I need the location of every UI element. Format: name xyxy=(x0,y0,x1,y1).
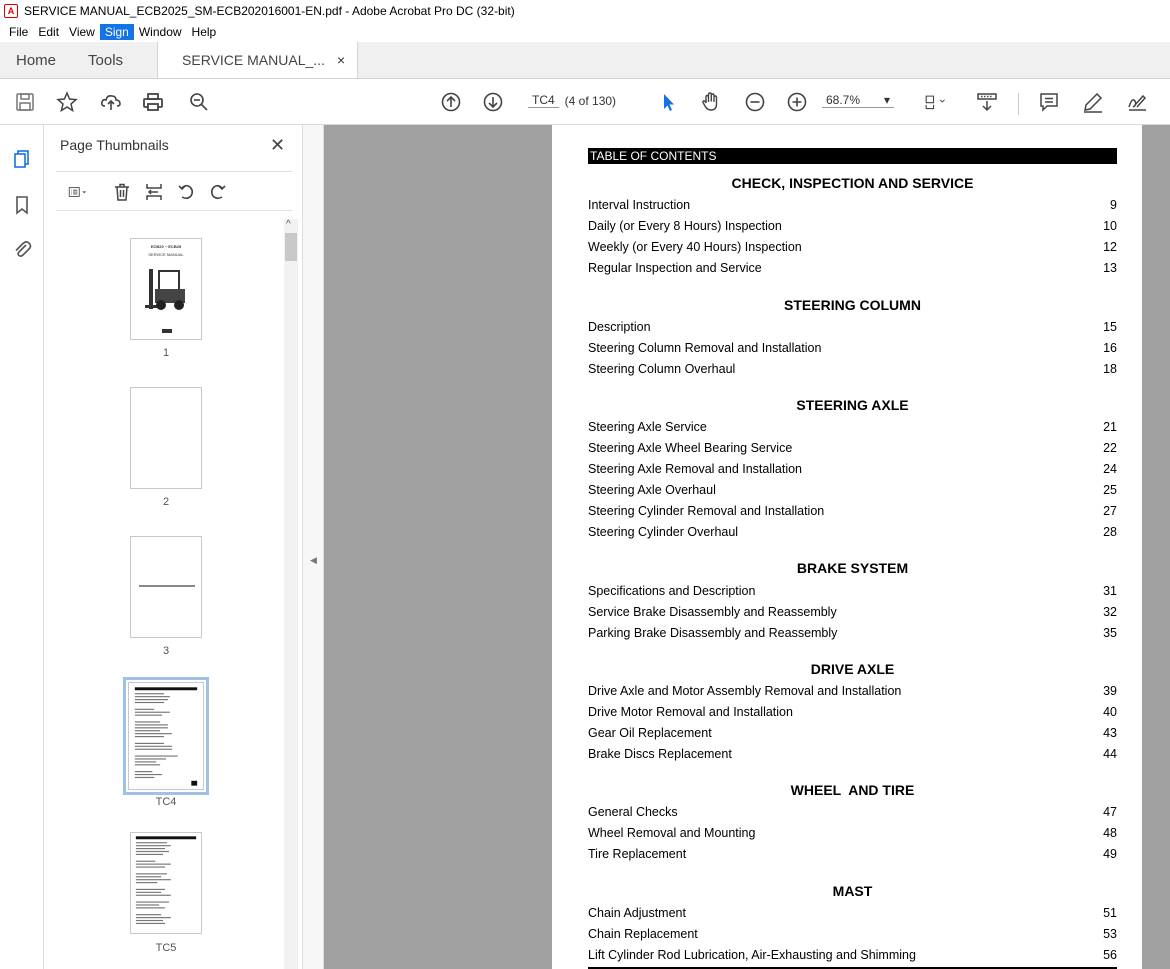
toc-entry-name: Steering Cylinder Removal and Installation xyxy=(588,504,825,518)
comment-icon[interactable] xyxy=(1036,89,1062,115)
title-bar xyxy=(0,0,1170,22)
chevron-down-icon: ▾ xyxy=(883,93,890,107)
toc-entry-page: 16 xyxy=(1103,341,1117,355)
logo-mark xyxy=(162,329,172,333)
thumbnail-label-1: 1 xyxy=(162,347,170,359)
toc-entry-page: 22 xyxy=(1103,441,1117,455)
page-number-input[interactable]: TC4 xyxy=(528,93,559,108)
fill-sign-icon[interactable] xyxy=(1124,89,1150,115)
toc-entry-page: 25 xyxy=(1103,483,1117,497)
toolbar-separator xyxy=(1018,93,1019,115)
toc-entry[interactable] xyxy=(588,684,1117,698)
toc-entry-page: 51 xyxy=(1103,906,1117,920)
menu-view[interactable]: View xyxy=(69,25,95,39)
toc-entry-name: Gear Oil Replacement xyxy=(588,726,712,740)
toc-entry-name: General Checks xyxy=(588,805,678,819)
panel-title: Page Thumbnails xyxy=(60,137,169,153)
left-navigation-rail xyxy=(0,125,44,969)
toc-entry-page: 49 xyxy=(1103,847,1117,861)
page-number-field[interactable] xyxy=(528,93,616,108)
toc-entry[interactable] xyxy=(588,320,1117,334)
page-thumbnails-panel xyxy=(44,125,302,969)
toc-entry[interactable] xyxy=(588,948,1117,962)
toc-entry[interactable] xyxy=(588,525,1117,539)
hand-tool-icon[interactable] xyxy=(698,89,724,115)
thumbnail-label-3: 3 xyxy=(162,645,170,657)
toc-entry-page: 24 xyxy=(1103,462,1117,476)
menu-sign[interactable]: Sign xyxy=(100,24,134,40)
toc-entry[interactable] xyxy=(588,198,1117,212)
toc-entry-name: Parking Brake Disassembly and Reassembly xyxy=(588,626,838,640)
rotate-counterclockwise-icon[interactable] xyxy=(174,180,198,204)
toc-entry[interactable] xyxy=(588,705,1117,719)
toc-header: TABLE OF CONTENTS xyxy=(588,148,1117,164)
toc-entry-name: Brake Discs Replacement xyxy=(588,747,732,761)
toc-entry-name: Specifications and Description xyxy=(588,584,756,598)
toc-entry-name: Lift Cylinder Rod Lubrication, Air-Exhausting and Shimming xyxy=(588,948,916,962)
bookmarks-icon[interactable] xyxy=(10,193,34,217)
cover-subtitle: SERVICE MANUAL xyxy=(148,252,184,257)
toc-entry-page: 32 xyxy=(1103,605,1117,619)
thumbnail-page-1[interactable] xyxy=(130,238,202,340)
toc-entry-name: Chain Adjustment xyxy=(588,906,686,920)
toc-entry[interactable] xyxy=(588,240,1117,254)
toc-entry-name: Drive Motor Removal and Installation xyxy=(588,705,793,719)
toc-entry-name: Interval Instruction xyxy=(588,198,691,212)
toc-entry-page: 31 xyxy=(1103,584,1117,598)
menu-file[interactable]: File xyxy=(9,25,29,39)
panel-splitter[interactable] xyxy=(302,125,324,969)
thumbnail-page-3[interactable] xyxy=(130,536,202,638)
tab-document[interactable] xyxy=(157,42,358,78)
toc-entry[interactable] xyxy=(588,420,1117,434)
section-title: BRAKE SYSTEM xyxy=(796,560,909,576)
page-text-line xyxy=(139,585,195,587)
zoom-search-icon[interactable] xyxy=(186,89,212,115)
tab-close-icon[interactable]: × xyxy=(336,52,346,68)
toc-entry[interactable] xyxy=(588,805,1117,819)
toc-entry[interactable] xyxy=(588,605,1117,619)
toc-entry-page: 56 xyxy=(1103,948,1117,962)
upload-cloud-icon[interactable] xyxy=(98,89,124,115)
toc-entry-page: 35 xyxy=(1103,626,1117,640)
toc-entry-name: Description xyxy=(588,320,651,334)
section-title: STEERING AXLE xyxy=(796,397,909,413)
print-icon[interactable] xyxy=(140,89,166,115)
thumbnail-page-2[interactable] xyxy=(130,387,202,489)
toc-entry-name: Weekly (or Every 40 Hours) Inspection xyxy=(588,240,802,254)
tab-bar xyxy=(0,42,1170,79)
insert-page-icon[interactable] xyxy=(142,180,166,204)
toc-entry[interactable] xyxy=(588,847,1117,861)
zoom-in-icon[interactable] xyxy=(784,89,810,115)
thumbnail-label-tc5: TC5 xyxy=(155,942,177,954)
scrollbar-thumb[interactable] xyxy=(285,233,297,261)
toc-entry[interactable] xyxy=(588,826,1117,840)
toc-entry-name: Steering Axle Wheel Bearing Service xyxy=(588,441,793,455)
toc-entry[interactable] xyxy=(588,504,1117,518)
toc-entry-page: 48 xyxy=(1103,826,1117,840)
toc-entry-page: 18 xyxy=(1103,362,1117,376)
thumbnail-contents-preview xyxy=(129,683,203,789)
thumbnail-label-2: 2 xyxy=(162,496,170,508)
page-fit-icon[interactable] xyxy=(918,89,952,115)
forklift-image xyxy=(145,265,191,313)
delete-page-icon[interactable] xyxy=(110,180,134,204)
toc-entry-page: 15 xyxy=(1103,320,1117,334)
toc-entry-page: 47 xyxy=(1103,805,1117,819)
menu-window[interactable]: Window xyxy=(138,25,182,39)
attachments-paperclip-icon[interactable] xyxy=(10,237,34,261)
toc-entry[interactable] xyxy=(588,261,1117,275)
bookmark-star-icon[interactable] xyxy=(54,89,80,115)
toc-entry-page: 43 xyxy=(1103,726,1117,740)
toc-entry-page: 44 xyxy=(1103,747,1117,761)
highlight-pen-icon[interactable] xyxy=(1080,89,1106,115)
thumbnail-page-tc4[interactable] xyxy=(128,682,204,790)
toc-entry[interactable] xyxy=(588,906,1117,920)
toc-entry-page: 21 xyxy=(1103,420,1117,434)
toc-entry-name: Steering Column Overhaul xyxy=(588,362,736,376)
section-title: CHECK, INSPECTION AND SERVICE xyxy=(731,175,974,191)
toc-entry-page: 13 xyxy=(1103,261,1117,275)
cover-title: ECB20 ~ ECB25 xyxy=(150,244,182,249)
toc-entry-name: Tire Replacement xyxy=(588,847,687,861)
tab-document-label: SERVICE MANUAL_... xyxy=(182,52,325,68)
tab-tools[interactable]: Tools xyxy=(88,51,124,69)
section-title: WHEEL AND TIRE xyxy=(790,782,915,798)
toc-entry-name: Steering Axle Removal and Installation xyxy=(588,462,803,476)
collapse-panel-arrow-icon[interactable]: ◀ xyxy=(310,555,317,565)
toc-entry-name: Steering Cylinder Overhaul xyxy=(588,525,739,539)
toc-entry-name: Wheel Removal and Mounting xyxy=(588,826,756,840)
page-thumbnails-icon[interactable] xyxy=(10,147,34,171)
scroll-mode-icon[interactable] xyxy=(974,89,1000,115)
toc-entry-name: Service Brake Disassembly and Reassembly xyxy=(588,605,837,619)
options-menu-icon[interactable] xyxy=(60,180,96,204)
toc-entry-name: Steering Axle Service xyxy=(588,420,707,434)
thumbnail-contents-preview xyxy=(131,833,201,933)
close-panel-icon[interactable]: ✕ xyxy=(270,135,286,155)
tab-home[interactable]: Home xyxy=(16,51,57,69)
toc-entry[interactable] xyxy=(588,584,1117,598)
toc-entry-page: 10 xyxy=(1103,219,1117,233)
thumbnail-label-tc4: TC4 xyxy=(155,796,177,808)
toc-entry[interactable] xyxy=(588,747,1117,761)
menu-edit[interactable]: Edit xyxy=(38,25,60,39)
menu-help[interactable]: Help xyxy=(191,25,217,39)
section-title: DRIVE AXLE xyxy=(810,661,895,677)
zoom-level-value: 68.7% xyxy=(826,93,861,107)
toc-entry-name: Steering Axle Overhaul xyxy=(588,483,716,497)
toc-entry-page: 27 xyxy=(1103,504,1117,518)
toc-entry-name: Steering Column Removal and Installation xyxy=(588,341,822,355)
page-count: (4 of 130) xyxy=(564,93,617,108)
menu-bar xyxy=(0,22,1170,42)
scroll-up-arrow-icon[interactable]: ^ xyxy=(286,219,291,230)
next-page-icon[interactable] xyxy=(480,89,506,115)
toc-entry[interactable] xyxy=(588,726,1117,740)
main-toolbar xyxy=(0,79,1170,125)
previous-page-icon[interactable] xyxy=(438,89,464,115)
pdf-page xyxy=(552,125,1142,969)
toc-entry[interactable] xyxy=(588,219,1117,233)
toc-entry[interactable] xyxy=(588,441,1117,455)
toc-entry-page: 40 xyxy=(1103,705,1117,719)
toc-entry[interactable] xyxy=(588,483,1117,497)
thumbnail-page-tc5[interactable] xyxy=(130,832,202,934)
toc-entry-name: Drive Axle and Motor Assembly Removal and Installation xyxy=(588,684,902,698)
window-title: SERVICE MANUAL_ECB2025_SM-ECB202016001-EN.pdf - Adobe Acrobat Pro DC (32-bit) xyxy=(24,4,515,18)
save-icon[interactable] xyxy=(12,89,38,115)
select-cursor-icon[interactable] xyxy=(656,89,682,115)
document-viewport[interactable] xyxy=(324,125,1170,969)
section-title: MAST xyxy=(832,883,873,899)
toc-entry[interactable] xyxy=(588,462,1117,476)
thumbnail-toolbar xyxy=(56,171,292,211)
toc-entry[interactable] xyxy=(588,341,1117,355)
zoom-out-icon[interactable] xyxy=(742,89,768,115)
toc-entry-name: Chain Replacement xyxy=(588,927,698,941)
zoom-level-dropdown[interactable] xyxy=(822,93,894,108)
toc-entry[interactable] xyxy=(588,626,1117,640)
toc-entry[interactable] xyxy=(588,927,1117,941)
toc-entry-page: 9 xyxy=(1110,198,1117,212)
toc-entry[interactable] xyxy=(588,362,1117,376)
section-title: STEERING COLUMN xyxy=(784,297,921,313)
acrobat-app-icon: A xyxy=(4,4,18,18)
toc-entry-page: 28 xyxy=(1103,525,1117,539)
toc-entry-page: 39 xyxy=(1103,684,1117,698)
toc-entry-page: 53 xyxy=(1103,927,1117,941)
toc-entry-name: Regular Inspection and Service xyxy=(588,261,762,275)
rotate-clockwise-icon[interactable] xyxy=(206,180,230,204)
toc-entry-name: Daily (or Every 8 Hours) Inspection xyxy=(588,219,782,233)
thumbnails-scrollbar[interactable] xyxy=(284,219,298,969)
toc-entry-page: 12 xyxy=(1103,240,1117,254)
